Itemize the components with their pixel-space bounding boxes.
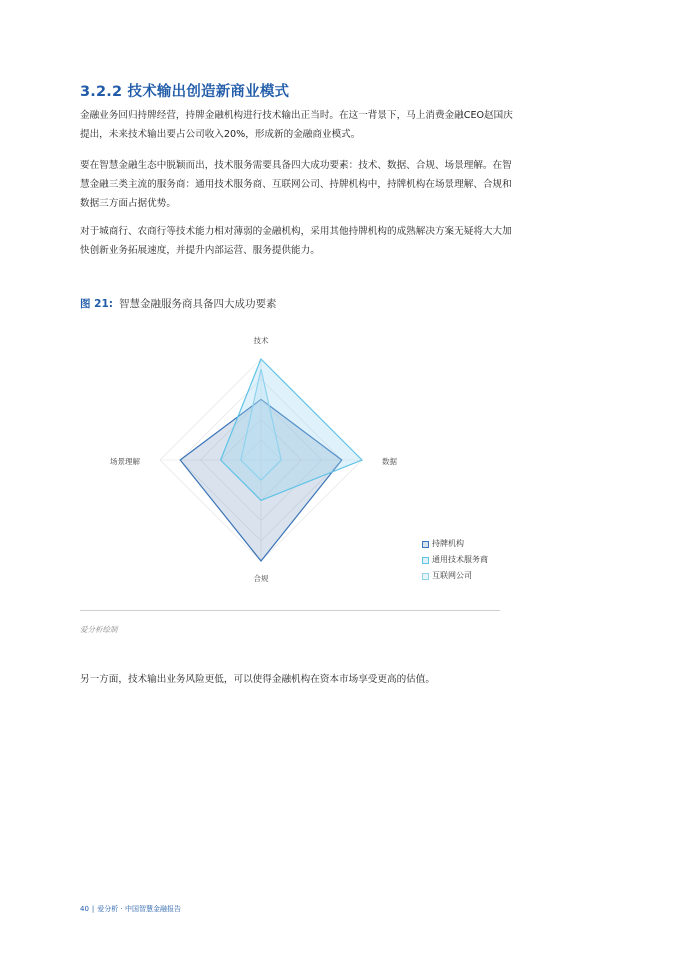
section-title: 3.2.2 技术输出创造新商业模式 <box>80 84 290 100</box>
paragraph-4: 另一方面，技术输出业务风险更低，可以使得金融机构在资本市场享受更高的估值。 <box>80 674 435 685</box>
paragraph-1: 金融业务回归持牌经营，持牌金融机构进行技术输出正当时。在这一背景下，马上消费金融CEO赵国庆提出，未来技术输出要占公司收入20%，形成新的金融商业模式。 <box>80 110 513 140</box>
radar-axis-label-0: 技术 <box>253 336 269 345</box>
figure-divider <box>80 610 500 611</box>
legend-item-2 <box>422 568 488 584</box>
radar-axis-label-2: 合规 <box>253 574 269 583</box>
paragraph-2: 要在智慧金融生态中脱颖而出，技术服务需要具备四大成功要素：技术、数据、合规、场景理解。在智慧金融三类主流的服务商：通用技术服务商、互联网公司、持牌机构中，持牌机构在场景理解、合规和数据三方面占据优势。 <box>80 160 512 209</box>
figure-source: 爱分析绘制 <box>80 625 118 634</box>
figure-number: 图 21: <box>80 298 113 310</box>
legend-label-2: 互联网公司 <box>432 571 472 580</box>
page-footer: 40 | 爱分析 · 中国智慧金融报告 <box>80 905 181 913</box>
legend-swatch-1 <box>422 557 429 564</box>
figure-caption <box>80 296 276 311</box>
page-number: 40 <box>80 905 89 913</box>
legend-item-0 <box>422 536 488 552</box>
footer-text: 爱分析 · 中国智慧金融报告 <box>97 905 181 913</box>
legend-label-0: 持牌机构 <box>432 539 464 548</box>
paragraph-3: 对于城商行、农商行等技术能力相对薄弱的金融机构，采用其他持牌机构的成熟解决方案无疑将大大加快创新业务拓展速度，并提升内部运营、服务提供能力。 <box>80 226 512 256</box>
legend-label-1: 通用技术服务商 <box>432 555 488 564</box>
legend-item-1 <box>422 552 488 568</box>
figure-caption-text: 智慧金融服务商具备四大成功要素 <box>118 298 277 310</box>
legend-swatch-0 <box>422 541 429 548</box>
chart-legend <box>422 536 488 584</box>
radar-series-1 <box>221 359 362 500</box>
radar-axis-label-3: 场景理解 <box>110 457 140 466</box>
radar-axis-label-1: 数据 <box>382 457 397 466</box>
legend-swatch-2 <box>422 573 429 580</box>
